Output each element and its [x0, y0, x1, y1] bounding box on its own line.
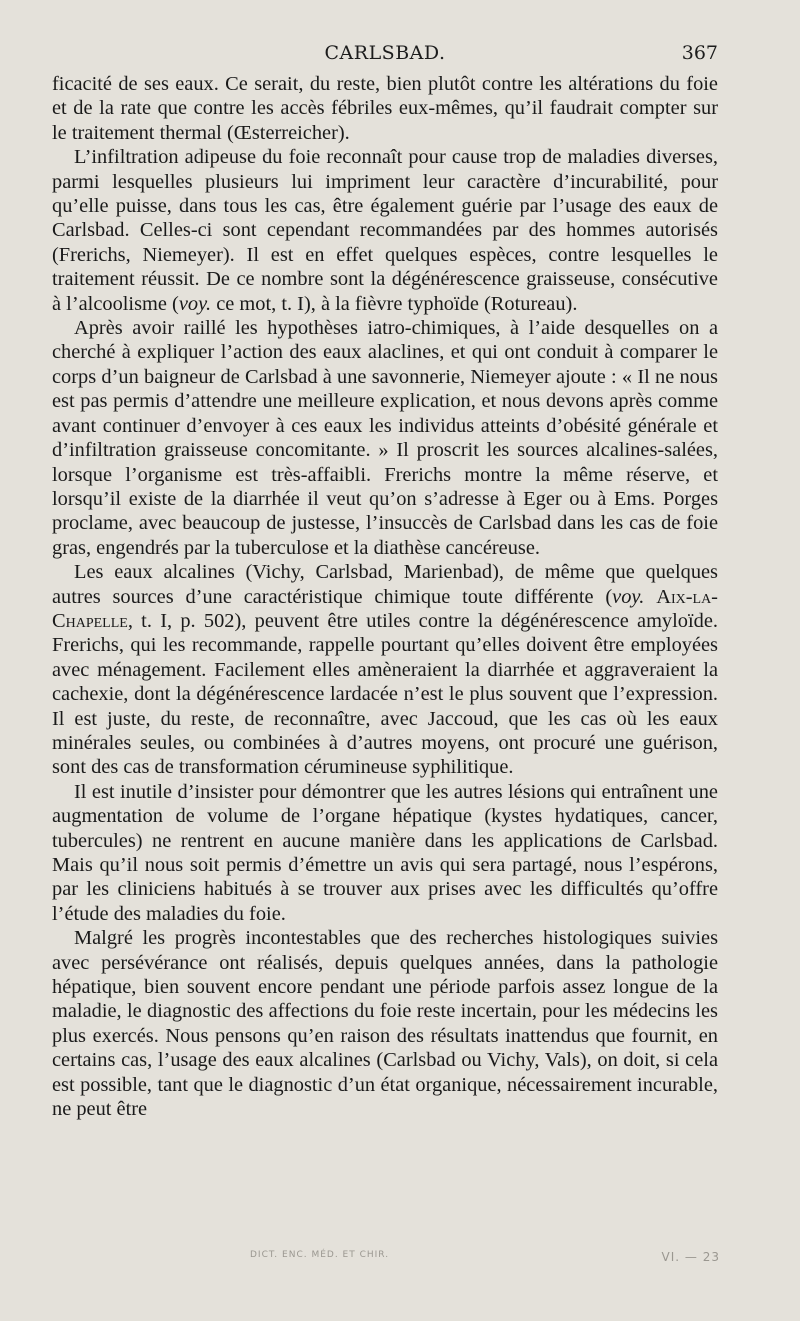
body-text: [52, 72, 718, 1121]
paragraph-3-text: Après avoir raillé les hypothèses iatro-chimiques, à l’aide desquelles on a cherché à expliquer l’action des eaux alaclines, et qui ont conduit à comparer le corps d’un baigneur de Carlsbad à une savonnerie, Niemeyer ajoute : « Il ne nous est pas permis d’attendre une meilleure explication, et nous devons après comme avant continuer d’envoyer à ces eaux les individus atteints d’obésité générale et d’infiltration graisseuse concomitante. » Il proscrit les sources alcalines-salées, lorsque l’organisme est très-affaibli. Frerichs montre la même réserve, et lorsqu’il existe de la diarrhée il veut qu’on s’adresse à Eger ou à Ems. Porges proclame, avec beaucoup de justesse, l’insuccès de Carlsbad dans les cas de foie gras, engendrés par la tuberculose et la diathèse cancéreuse.: [52, 317, 718, 559]
paragraph-6-text: Malgré les progrès incontestables que des recherches histologiques suivies avec persévérance ont réalisés, depuis quelques années, dans la pathologie hépatique, bien souvent encore pendant une période parfois assez longue de la maladie, le diagnostic des affections du foie reste incertain, pour les médecins les plus exercés. Nous pensons qu’en raison des résultats inattendus que fournit, en certains cas, l’usage des eaux alcalines (Carlsbad ou Vichy, Vals), on doit, si cela est possible, tant que le diagnostic d’un état organique, nécessairement incurable, ne peut être: [52, 927, 718, 1121]
paragraph-5: [52, 780, 718, 926]
paragraph-4: [52, 560, 718, 780]
running-title: CARLSBAD.: [324, 42, 446, 64]
page-header: [52, 42, 718, 72]
paragraph-5-text: Il est inutile d’insister pour démontrer que les autres lésions qui entraînent une augmentation de volume de l’organe hépatique (kystes hydatiques, cancer, tubercules) ne rentrent en aucune manière dans les applications de Carlsbad. Mais qu’il nous soit permis d’émettre un avis qui sera partagé, nous l’espérons, par les cliniciens habitués à se trouver aux prises avec les difficultés qu’offre l’étude des maladies du foie.: [52, 780, 718, 925]
paragraph-4-text-b: , t. I, p. 502), peuvent être utiles contre la dégénérescence amyloïde. Frerichs, qui les recommande, rappelle pourtant qu’elles doivent être employées avec ménagement. Facilement elles amèneraient la diarrhée et aggraveraient la cachexie, dont la dégénérescence lardacée n’est le plus souvent que l’expression. Il est juste, du reste, de reconnaître, avec Jaccoud, que les cas où les eaux minérales seules, ou combinées à d’autres moyens, ont procuré une guérison, sont des cas de transformation cérumineuse syphilitique.: [52, 609, 718, 779]
paragraph-2-italic: voy.: [178, 292, 212, 315]
paragraph-4-italic: voy.: [612, 585, 645, 608]
paragraph-1-text: ficacité de ses eaux. Ce serait, du reste, bien plutôt contre les altérations du foie et de la rate que contre les accès fébriles eux-mêmes, qu’il faudrait compter sur le traitement thermal (Œsterreicher).: [52, 73, 718, 144]
paragraph-1: [52, 72, 718, 145]
footer-signature: DICT. ENC. MÉD. ET CHIR.: [250, 1250, 390, 1260]
paragraph-2-text-b: ce mot, t. I), à la fièvre typhoïde (Rotureau).: [211, 292, 578, 315]
paragraph-4-small-caps: Aix-la-Chapelle: [52, 585, 718, 632]
paragraph-4-text-a: Les eaux alcalines (Vichy, Carlsbad, Marienbad), de même que quelques autres sources d’une caractéristique chimique toute différente (: [52, 561, 718, 608]
paragraph-2: [52, 145, 718, 316]
footer-volume: VI. — 23: [661, 1250, 720, 1264]
page-footer: [250, 1250, 720, 1270]
paragraph-3: [52, 316, 718, 560]
paragraph-2-text-a: L’infiltration adipeuse du foie reconnaît pour cause trop de maladies diverses, parmi lesquelles plusieurs lui impriment leur caractère d’incurabilité, pour qu’elle puisse, dans tous les cas, être également guérie par l’usage des eaux de Carlsbad. Celles-ci sont cependant recommandées par des hommes autorisés (Frerichs, Niemeyer). Il est en effet quelques espèces, contre lesquelles le traitement réussit. De ce nombre sont la dégénérescence graisseuse, consécutive à l’alcoolisme (: [52, 146, 718, 315]
page-number: 367: [681, 42, 718, 64]
paragraph-6: [52, 926, 718, 1121]
